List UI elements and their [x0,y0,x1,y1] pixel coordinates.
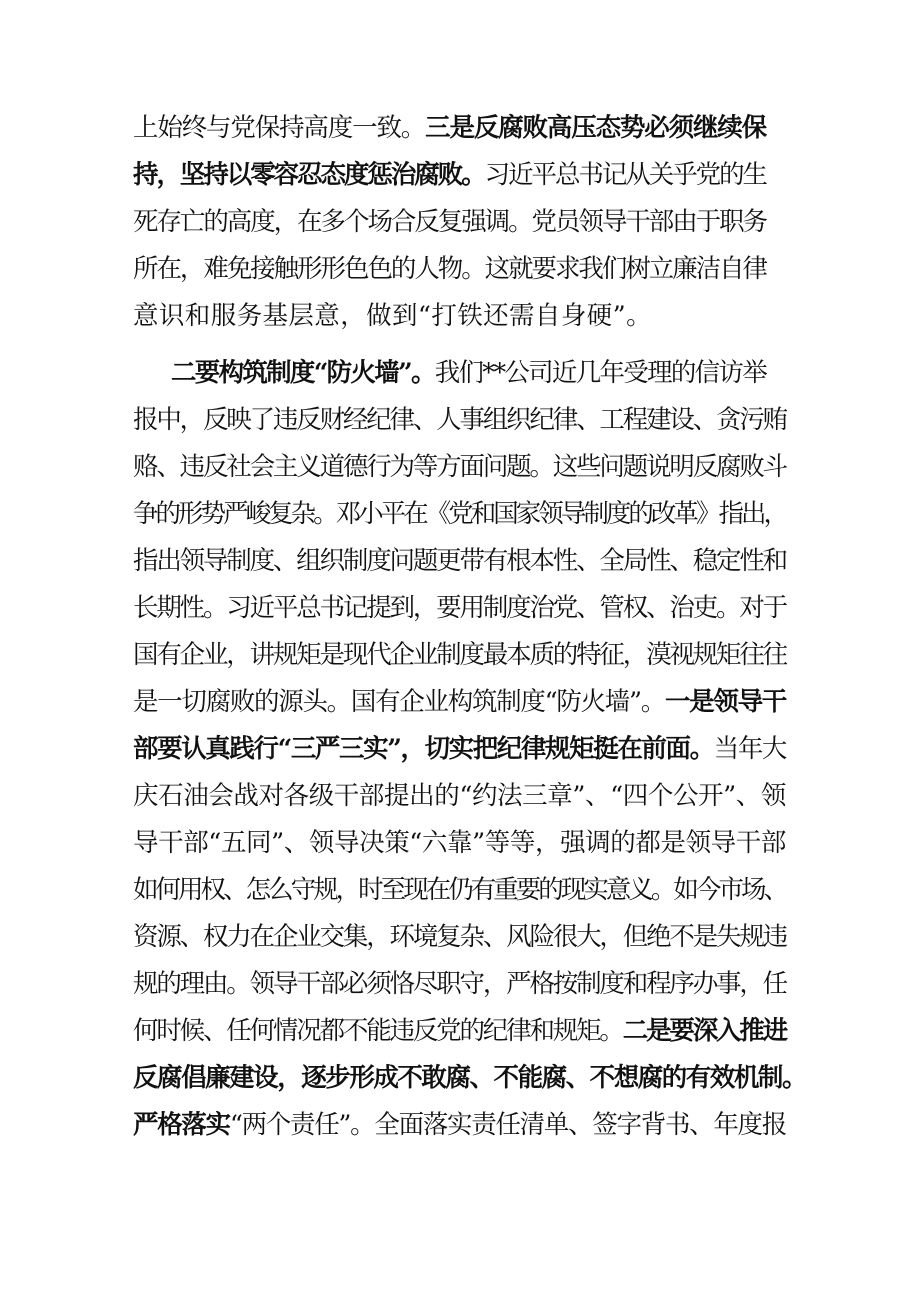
text-line [133,443,786,491]
text-line [133,772,786,820]
bold-text-segment: 严格落实 [133,1110,230,1140]
bold-text-segment: 部要认真践行“三严三实”，切实把纪律规矩挺在前面。 [133,734,714,764]
text-line [133,819,786,867]
text-line [133,151,766,199]
text-segment: 是一切腐败的源头。国有企业构筑制度“防火墙”。 [133,687,665,717]
text-segment: 上始终与党保持高度一致。 [133,113,426,143]
bold-text-segment: 二要构筑制度“防火墙”。 [171,358,435,388]
text-segment: 何时候、任何情况都不能违反党的纪律和规矩。 [133,1016,623,1046]
text-segment: 长期性。习近平总书记提到，要用制度治党、管权、治吏。对于 [133,593,786,623]
bold-text-segment: 一是领导干 [664,687,786,717]
text-line [133,292,652,340]
text-line [133,490,786,538]
text-segment: 指出领导制度、组织制度问题更带有根本性、全局性、稳定性和 [133,546,786,576]
text-line [133,913,786,961]
text-segment: 当年大 [713,734,787,764]
bold-text-segment: 二是要深入推进 [622,1016,786,1046]
text-line [133,631,786,679]
text-segment: 习近平总书记从关乎党的生 [484,160,766,190]
text-line [133,245,766,293]
text-line [133,1054,806,1102]
text-line [133,678,786,726]
text-segment: “两个责任”。全面落实责任清单、签字背书、年度报 [229,1110,786,1140]
text-line [133,960,786,1008]
text-segment: 国有企业，讲规矩是现代企业制度最本质的特征，漠视规矩往往 [133,640,786,670]
text-segment: 意识和服务基层意，做到“打铁还需自身硬”。 [133,301,652,331]
text-segment: 我们**公司近几年受理的信访举 [434,358,766,388]
text-line [133,396,786,444]
text-line [133,1007,786,1055]
bold-text-segment: 三是反腐败高压态势必须继续保 [425,113,766,143]
text-segment: 死存亡的高度，在多个场合反复强调。党员领导干部由于职务 [133,207,766,237]
text-line [133,584,786,632]
bold-text-segment: 反腐倡廉建设，逐步形成不敢腐、不能腐、不想腐的有效机制。 [133,1063,806,1093]
text-segment: 规的理由。领导干部必须恪尽职守，严格按制度和程序办事，任 [133,969,786,999]
text-segment: 所在，难免接触形形色色的人物。这就要求我们树立廉洁自律 [133,254,766,284]
text-segment: 争的形势严峻复杂。邓小平在《党和国家领导制度的改革》指出， [133,499,786,529]
text-segment: 赂、违反社会主义道德行为等方面问题。这些问题说明反腐败斗 [133,452,786,482]
text-segment: 资源、权力在企业交集，环境复杂、风险很大，但绝不是失规违 [133,922,786,952]
text-line [133,725,786,773]
text-segment: 如何用权、怎么守规，时至现在仍有重要的现实意义。如今市场、 [133,875,786,905]
text-line [133,866,786,914]
text-line [133,104,766,152]
text-line [133,198,766,246]
text-line [133,1101,786,1149]
text-line [171,349,766,397]
text-segment: 报中，反映了违反财经纪律、人事组织纪律、工程建设、贪污贿 [133,405,786,435]
text-segment: 导干部“五同”、领导决策“六靠”等等，强调的都是领导干部 [133,828,786,858]
bold-text-segment: 持，坚持以零容忍态度惩治腐败。 [133,160,485,190]
text-segment: 庆石油会战对各级干部提出的“约法三章”、“四个公开”、领 [133,781,786,811]
text-line [133,537,786,585]
